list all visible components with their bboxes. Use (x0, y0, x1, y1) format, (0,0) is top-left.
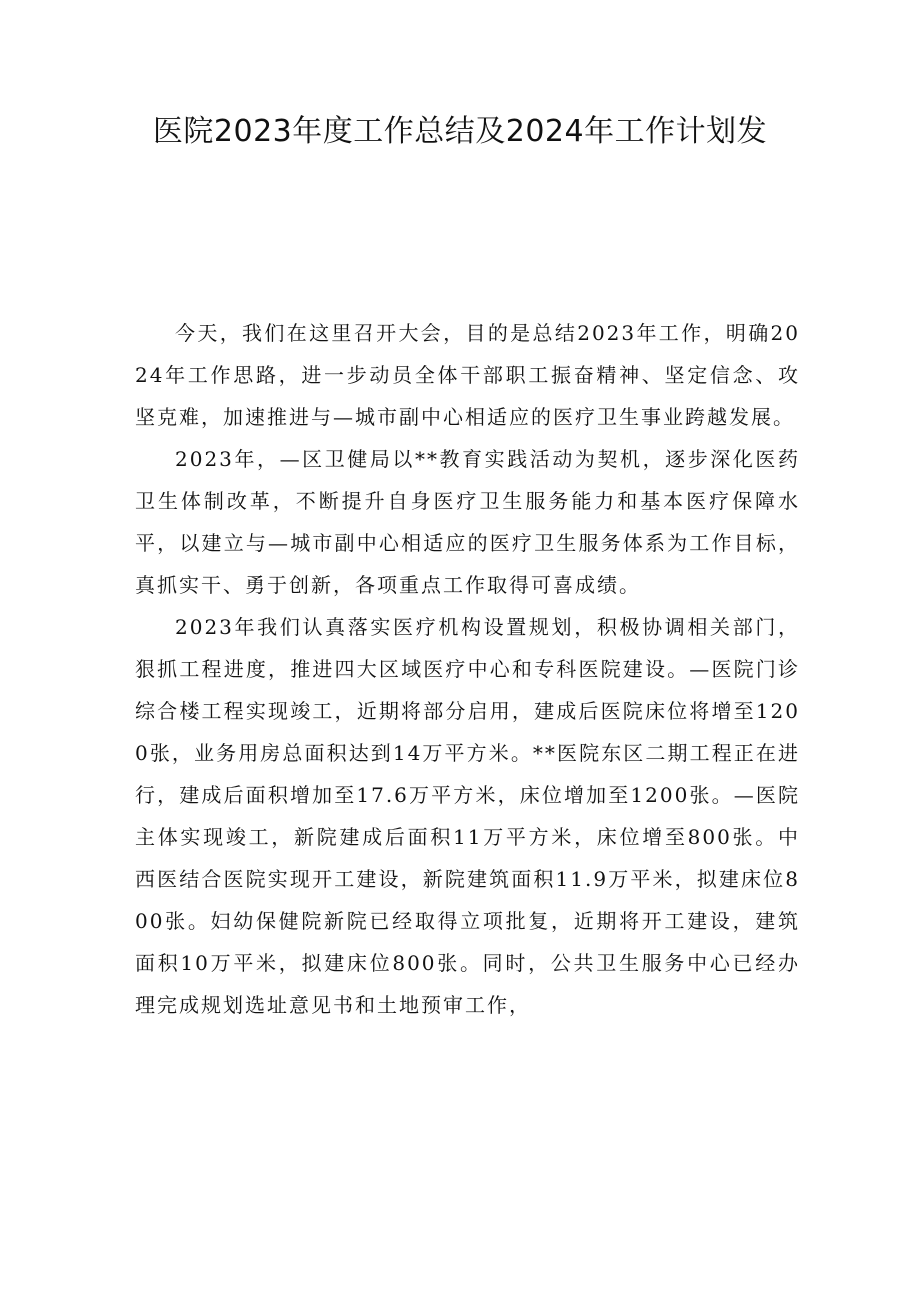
paragraph-1: 今天，我们在这里召开大会，目的是总结2023年工作，明确2024年工作思路，进一步动员全体干部职工振奋精神、坚定信念、攻坚克难，加速推进与—城市副中心相适应的医疗卫生事业跨越发展。 (135, 321, 800, 429)
paragraph-3: 2023年我们认真落实医疗机构设置规划，积极协调相关部门，狠抓工程进度，推进四大区域医疗中心和专科医院建设。—医院门诊综合楼工程实现竣工，近期将部分启用，建成后医院床位将增至1200张，业务用房总面积达到14万平方米。**医院东区二期工程正在进行，建成后面积增加至17.6万平方米，床位增加至1200张。—医院主体实现竣工，新院建成后面积11万平方米，床位增至800张。中西医结合医院实现开工建设，新院建筑面积11.9万平米，拟建床位800张。妇幼保健院新院已经取得立项批复，近期将开工建设，建筑面积10万平米，拟建床位800张。同时，公共卫生服务中心已经办理完成规划选址意见书和土地预审工作， (135, 615, 800, 1017)
document-title: 医院2023年度工作总结及2024年工作计划发 (152, 114, 768, 149)
paragraph-2: 2023年，—区卫健局以**教育实践活动为契机，逐步深化医药卫生体制改革，不断提升自身医疗卫生服务能力和基本医疗保障水平，以建立与—城市副中心相适应的医疗卫生服务体系为工作目标，真抓实干、勇于创新，各项重点工作取得可喜成绩。 (135, 447, 800, 597)
document-body (135, 312, 800, 1026)
